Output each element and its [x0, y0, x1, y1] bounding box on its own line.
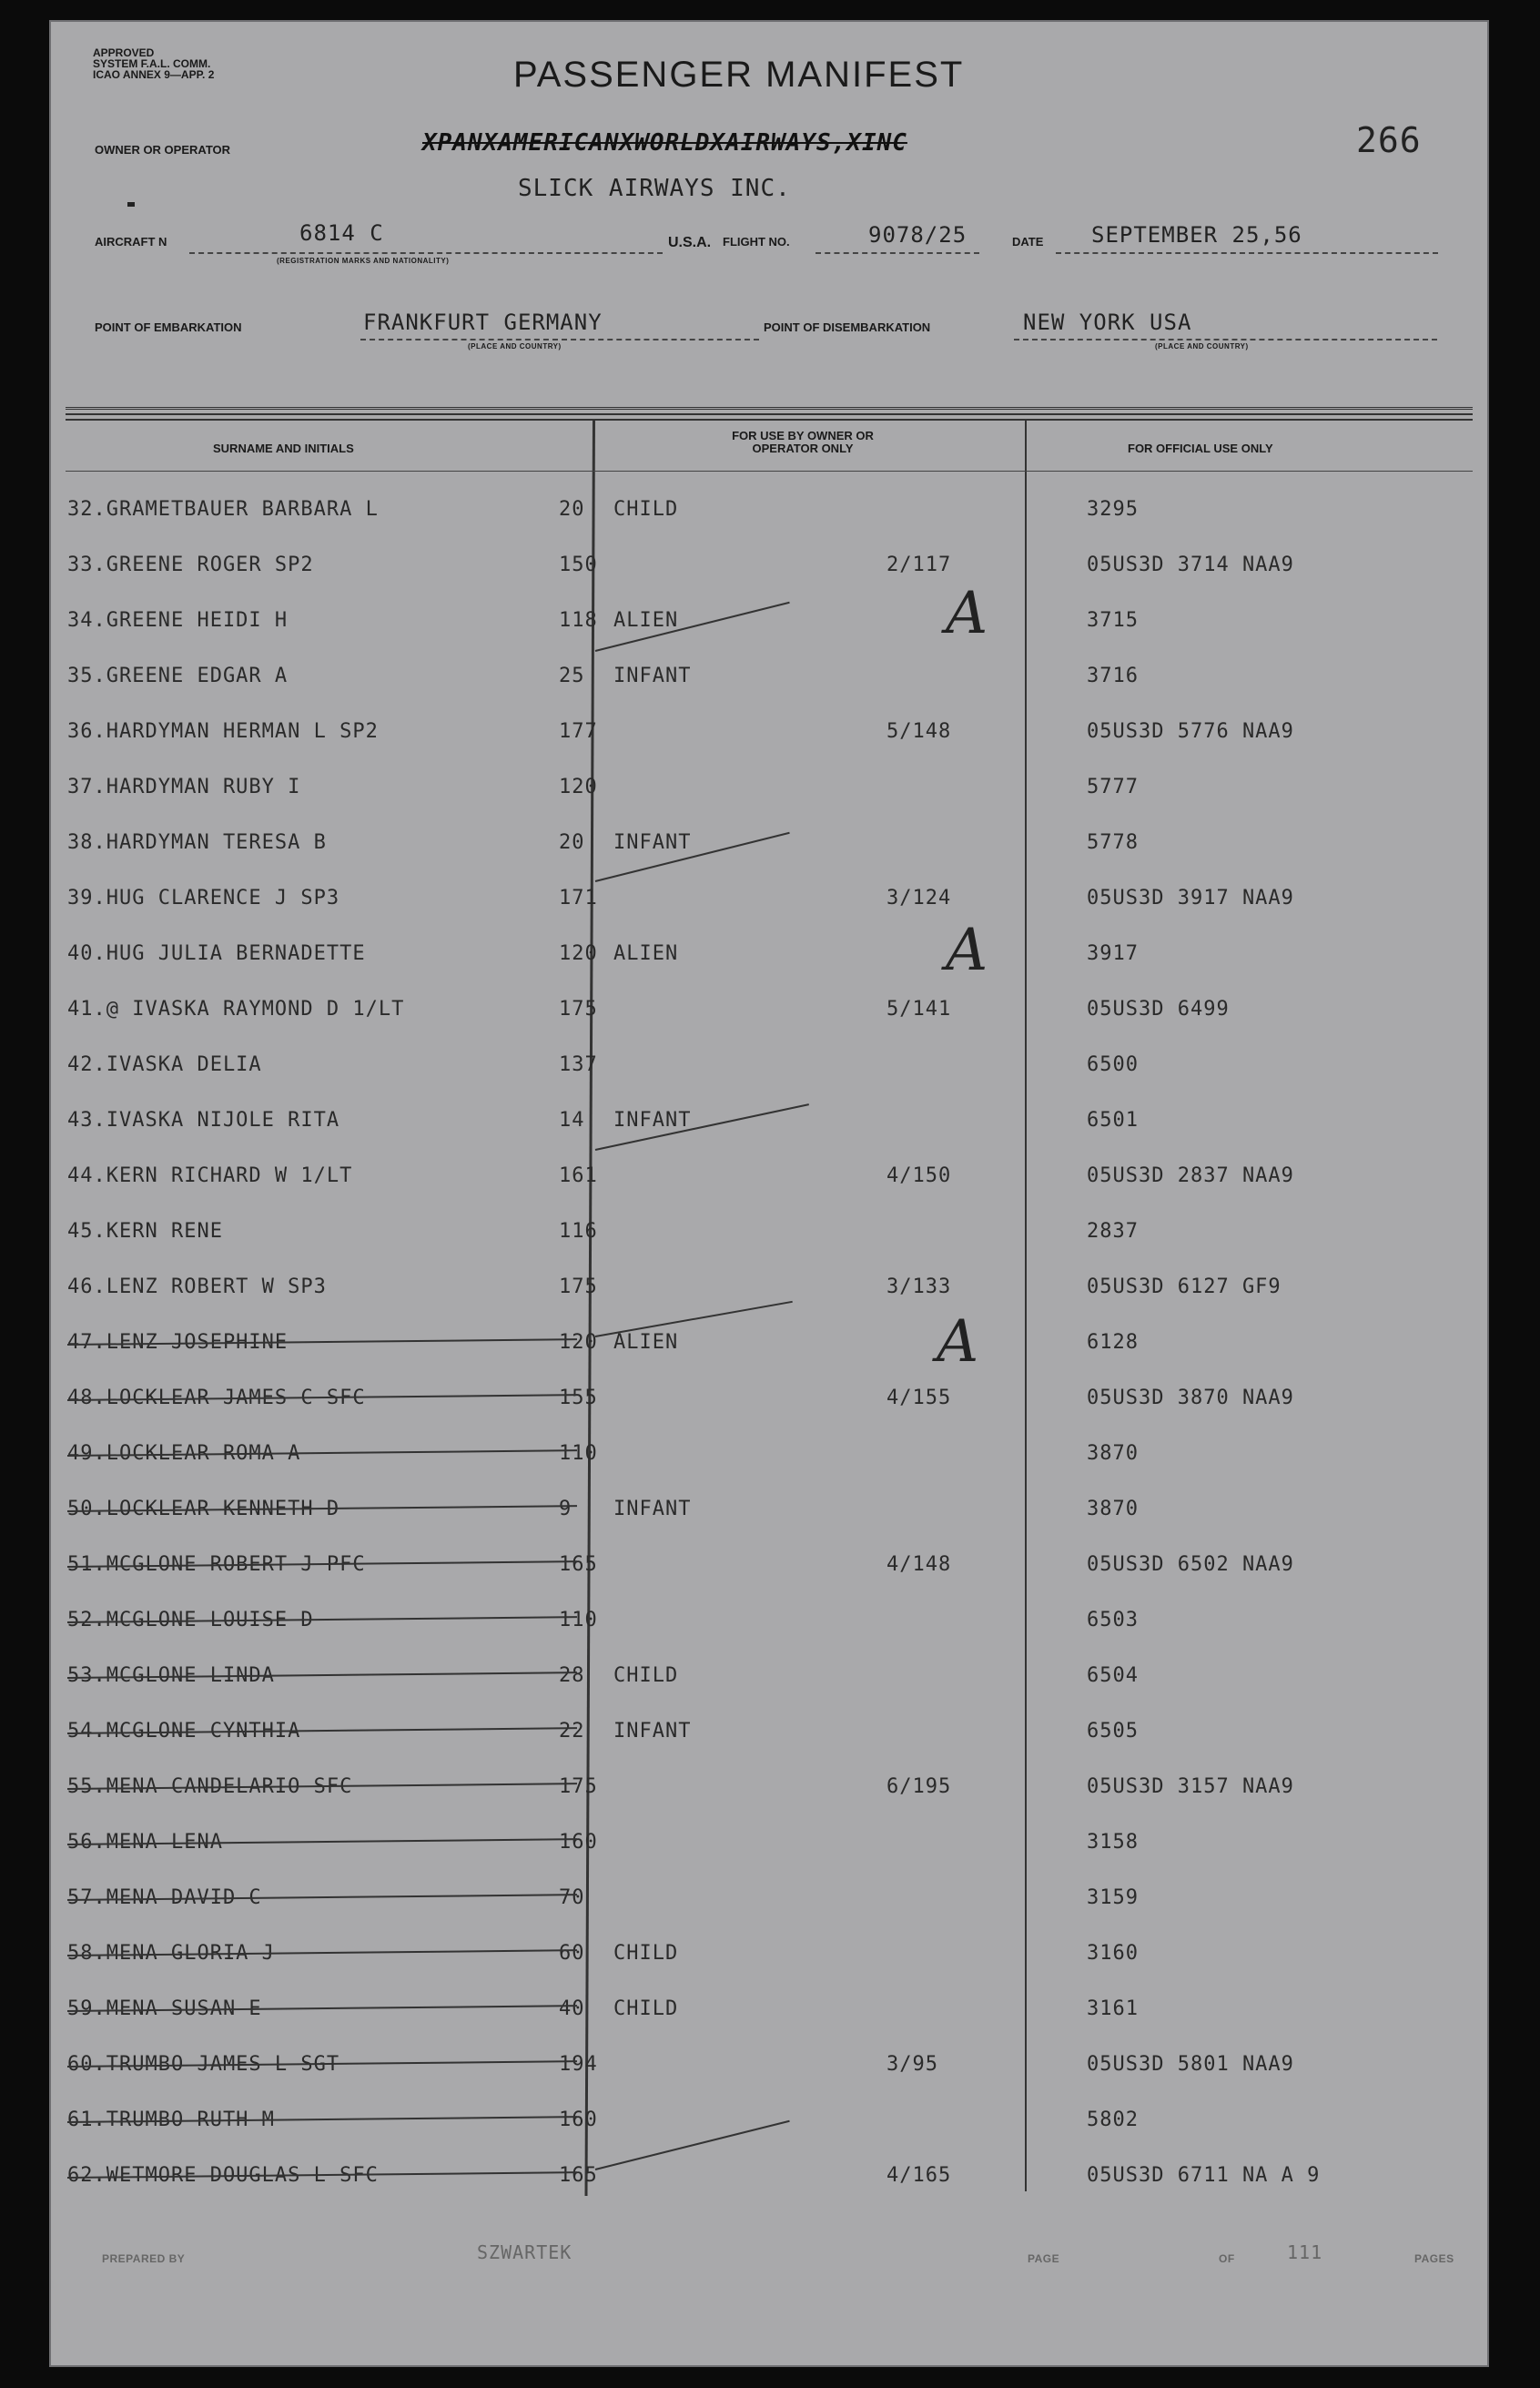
passenger-weight: 165 — [559, 2164, 598, 2187]
passenger-type: INFANT — [613, 1498, 692, 1520]
page-label: PAGE — [1028, 2252, 1060, 2265]
owner-code: 3/95 — [887, 2053, 938, 2076]
passenger-weight: 160 — [559, 2109, 598, 2131]
passenger-name: 55.MENA CANDELARIO SFC — [67, 1775, 353, 1798]
passenger-weight: 14 — [559, 1109, 585, 1132]
header-rule — [66, 419, 1473, 421]
passenger-name: 60.TRUMBO JAMES L SGT — [67, 2053, 340, 2076]
disembark-label: POINT OF DISEMBARKATION — [764, 320, 931, 334]
passenger-weight: 175 — [559, 998, 598, 1021]
passenger-name: 52.MCGLONE LOUISE D — [67, 1609, 314, 1631]
passenger-weight: 25 — [559, 665, 585, 687]
prepared-label: PREPARED BY — [102, 2252, 186, 2265]
passenger-weight: 9 — [559, 1498, 572, 1520]
passenger-name: 34.GREENE HEIDI H — [67, 609, 289, 632]
passenger-type: CHILD — [613, 1997, 679, 2020]
manifest-row — [67, 1553, 1471, 1604]
aircraft-label: AIRCRAFT N — [95, 235, 167, 249]
passenger-name: 39.HUG CLARENCE J SP3 — [67, 887, 340, 909]
official-code: 3295 — [1087, 498, 1139, 521]
passenger-name: 42.IVASKA DELIA — [67, 1053, 262, 1076]
official-code: 05US3D 3714 NAA9 — [1087, 554, 1294, 576]
initial-mark: A — [946, 917, 988, 984]
approval-block — [93, 47, 214, 80]
passenger-weight: 155 — [559, 1387, 598, 1409]
official-code: 6503 — [1087, 1609, 1139, 1631]
passenger-weight: 118 — [559, 609, 598, 632]
passenger-weight: 120 — [559, 1331, 598, 1354]
manifest-row — [67, 1275, 1471, 1326]
passenger-name: 38.HARDYMAN TERESA B — [67, 831, 327, 854]
official-code: 05US3D 5776 NAA9 — [1087, 720, 1294, 743]
passenger-weight: 120 — [559, 776, 598, 798]
manifest-row — [67, 720, 1471, 771]
passenger-weight: 40 — [559, 1997, 585, 2020]
manifest-row — [67, 1220, 1471, 1271]
official-code: 3159 — [1087, 1886, 1139, 1909]
manifest-row — [67, 2164, 1471, 2215]
manifest-row — [67, 1053, 1471, 1104]
passenger-type: INFANT — [613, 1109, 692, 1132]
manifest-row — [67, 1387, 1471, 1438]
owner-struck: XPANXAMERICANXWORLDXAIRWAYS,XINC — [422, 129, 907, 157]
of-label: OF — [1219, 2252, 1235, 2265]
passenger-type: CHILD — [613, 1942, 679, 1965]
manifest-row — [67, 1831, 1471, 1882]
passenger-name: 41.@ IVASKA RAYMOND D 1/LT — [67, 998, 405, 1021]
manifest-row — [67, 776, 1471, 827]
prepared-value: SZWARTEK — [477, 2241, 572, 2263]
official-code: 3917 — [1087, 942, 1139, 965]
initial-mark: A — [946, 580, 988, 647]
owner-code: 4/165 — [887, 2164, 952, 2187]
owner-code: 3/124 — [887, 887, 952, 909]
owner-code: 6/195 — [887, 1775, 952, 1798]
passenger-type: ALIEN — [613, 609, 679, 632]
passenger-name: 33.GREENE ROGER SP2 — [67, 554, 314, 576]
passenger-name: 37.HARDYMAN RUBY I — [67, 776, 301, 798]
manifest-row — [67, 1997, 1471, 2048]
passenger-name: 51.MCGLONE ROBERT J PFC — [67, 1553, 366, 1576]
col-header-official: FOR OFFICIAL USE ONLY — [1128, 442, 1273, 455]
manifest-sheet — [49, 20, 1489, 2367]
official-code: 2837 — [1087, 1220, 1139, 1243]
manifest-row — [67, 554, 1471, 605]
manifest-row — [67, 1442, 1471, 1493]
passenger-name: 32.GRAMETBAUER BARBARA L — [67, 498, 379, 521]
passenger-weight: 120 — [559, 942, 598, 965]
passenger-weight: 20 — [559, 831, 585, 854]
header-rule — [66, 413, 1473, 415]
official-code: 05US3D 2837 NAA9 — [1087, 1164, 1294, 1187]
passenger-name: 62.WETMORE DOUGLAS L SFC — [67, 2164, 379, 2187]
official-code: 6500 — [1087, 1053, 1139, 1076]
manifest-row — [67, 1720, 1471, 1771]
passenger-weight: 20 — [559, 498, 585, 521]
owner-code: 5/141 — [887, 998, 952, 1021]
approval-line: APPROVED — [93, 46, 155, 59]
passenger-name: 47.LENZ JOSEPHINE — [67, 1331, 289, 1354]
official-code: 05US3D 3917 NAA9 — [1087, 887, 1294, 909]
flight-value: 9078/25 — [868, 222, 968, 248]
header-bottom-rule — [66, 471, 1473, 472]
official-code: 6501 — [1087, 1109, 1139, 1132]
owner-code: 4/155 — [887, 1387, 952, 1409]
col-header-names: SURNAME AND INITIALS — [213, 442, 354, 455]
owner-code: 2/117 — [887, 554, 952, 576]
passenger-name: 49.LOCKLEAR ROMA A — [67, 1442, 301, 1465]
owner-code: 5/148 — [887, 720, 952, 743]
owner-code: 4/148 — [887, 1553, 952, 1576]
passenger-weight: 165 — [559, 1553, 598, 1576]
passenger-weight: 161 — [559, 1164, 598, 1187]
passenger-name: 61.TRUMBO RUTH M — [67, 2109, 275, 2131]
passenger-weight: 150 — [559, 554, 598, 576]
official-code: 05US3D 3157 NAA9 — [1087, 1775, 1294, 1798]
passenger-type: CHILD — [613, 1664, 679, 1687]
passenger-name: 57.MENA DAVID C — [67, 1886, 262, 1909]
manifest-row — [67, 1886, 1471, 1937]
manifest-row — [67, 609, 1471, 660]
official-code: 3716 — [1087, 665, 1139, 687]
passenger-weight: 70 — [559, 1886, 585, 1909]
passenger-name: 58.MENA GLORIA J — [67, 1942, 275, 1965]
official-code: 3160 — [1087, 1942, 1139, 1965]
official-code: 05US3D 5801 NAA9 — [1087, 2053, 1294, 2076]
passenger-name: 53.MCGLONE LINDA — [67, 1664, 275, 1687]
official-code: 6505 — [1087, 1720, 1139, 1743]
passenger-name: 44.KERN RICHARD W 1/LT — [67, 1164, 353, 1187]
official-code: 6128 — [1087, 1331, 1139, 1354]
disembark-caption: (PLACE AND COUNTRY) — [1155, 342, 1249, 351]
official-code: 3715 — [1087, 609, 1139, 632]
owner-code: 3/133 — [887, 1275, 952, 1298]
initial-mark: A — [937, 1308, 979, 1376]
manifest-row — [67, 1498, 1471, 1549]
official-code: 3870 — [1087, 1498, 1139, 1520]
manifest-row — [67, 1775, 1471, 1826]
nationality: U.S.A. — [668, 235, 712, 250]
passenger-name: 56.MENA LENA — [67, 1831, 223, 1854]
official-code: 5777 — [1087, 776, 1139, 798]
official-code: 3158 — [1087, 1831, 1139, 1854]
official-code: 05US3D 6127 GF9 — [1087, 1275, 1282, 1298]
passenger-weight: 175 — [559, 1275, 598, 1298]
date-label: DATE — [1012, 235, 1044, 249]
passenger-type: ALIEN — [613, 1331, 679, 1354]
passenger-name: 45.KERN RENE — [67, 1220, 223, 1243]
passenger-name: 43.IVASKA NIJOLE RITA — [67, 1109, 340, 1132]
passenger-type: INFANT — [613, 1720, 692, 1743]
official-code: 05US3D 6711 NA A 9 — [1087, 2164, 1321, 2187]
page-number: 266 — [1356, 120, 1422, 160]
approval-line: SYSTEM F.A.L. COMM. — [93, 57, 211, 70]
embark-label: POINT OF EMBARKATION — [95, 320, 242, 334]
embark-caption: (PLACE AND COUNTRY) — [468, 342, 562, 351]
passenger-type: INFANT — [613, 831, 692, 854]
passenger-name: 40.HUG JULIA BERNADETTE — [67, 942, 366, 965]
owner-label: OWNER OR OPERATOR — [95, 143, 231, 157]
manifest-row — [67, 2109, 1471, 2159]
passenger-name: 36.HARDYMAN HERMAN L SP2 — [67, 720, 379, 743]
manifest-row — [67, 1164, 1471, 1215]
disembark-value: NEW YORK USA — [1023, 310, 1192, 335]
aircraft-caption: (REGISTRATION MARKS AND NATIONALITY) — [277, 257, 450, 265]
passenger-weight: 116 — [559, 1220, 598, 1243]
passenger-weight: 137 — [559, 1053, 598, 1076]
official-code: 05US3D 3870 NAA9 — [1087, 1387, 1294, 1409]
manifest-row — [67, 1664, 1471, 1715]
manifest-row — [67, 498, 1471, 549]
passenger-weight: 171 — [559, 887, 598, 909]
header-rule — [66, 407, 1473, 410]
official-code: 5778 — [1087, 831, 1139, 854]
passenger-type: ALIEN — [613, 942, 679, 965]
manifest-row — [67, 665, 1471, 716]
passenger-weight: 194 — [559, 2053, 598, 2076]
passenger-name: 35.GREENE EDGAR A — [67, 665, 289, 687]
passenger-name: 48.LOCKLEAR JAMES C SFC — [67, 1387, 366, 1409]
date-value: SEPTEMBER 25,56 — [1091, 222, 1302, 248]
official-code: 5802 — [1087, 2109, 1139, 2131]
aircraft-value: 6814 C — [299, 220, 384, 246]
owner-code: 4/150 — [887, 1164, 952, 1187]
bullet-mark — [127, 202, 135, 207]
page-title: PASSENGER MANIFEST — [513, 55, 965, 95]
col-header-owner: FOR USE BY OWNER OR OPERATOR ONLY — [732, 429, 874, 455]
pages-label: PAGES — [1414, 2252, 1454, 2265]
passenger-type: INFANT — [613, 665, 692, 687]
manifest-row — [67, 887, 1471, 938]
manifest-row — [67, 1609, 1471, 1660]
manifest-row — [67, 998, 1471, 1049]
manifest-row — [67, 1331, 1471, 1382]
passenger-weight: 28 — [559, 1664, 585, 1687]
passenger-weight: 22 — [559, 1720, 585, 1743]
manifest-row — [67, 2053, 1471, 2104]
page-of-value: 111 — [1287, 2241, 1323, 2263]
approval-line: ICAO ANNEX 9—APP. 2 — [93, 68, 215, 81]
manifest-row — [67, 942, 1471, 993]
manifest-row — [67, 1109, 1471, 1160]
official-code: 3870 — [1087, 1442, 1139, 1465]
passenger-name: 59.MENA SUSAN E — [67, 1997, 262, 2020]
passenger-name: 54.MCGLONE CYNTHIA — [67, 1720, 301, 1743]
passenger-type: CHILD — [613, 498, 679, 521]
passenger-weight: 110 — [559, 1442, 598, 1465]
passenger-weight: 60 — [559, 1942, 585, 1965]
embark-value: FRANKFURT GERMANY — [363, 310, 603, 335]
manifest-row — [67, 1942, 1471, 1993]
official-code: 3161 — [1087, 1997, 1139, 2020]
passenger-weight: 160 — [559, 1831, 598, 1854]
passenger-weight: 175 — [559, 1775, 598, 1798]
passenger-weight: 110 — [559, 1609, 598, 1631]
official-code: 05US3D 6499 — [1087, 998, 1230, 1021]
passenger-name: 50.LOCKLEAR KENNETH D — [67, 1498, 340, 1520]
official-code: 05US3D 6502 NAA9 — [1087, 1553, 1294, 1576]
passenger-name: 46.LENZ ROBERT W SP3 — [67, 1275, 327, 1298]
passenger-weight: 177 — [559, 720, 598, 743]
official-code: 6504 — [1087, 1664, 1139, 1687]
owner-value: SLICK AIRWAYS INC. — [518, 175, 791, 202]
flight-label: FLIGHT NO. — [723, 235, 790, 249]
